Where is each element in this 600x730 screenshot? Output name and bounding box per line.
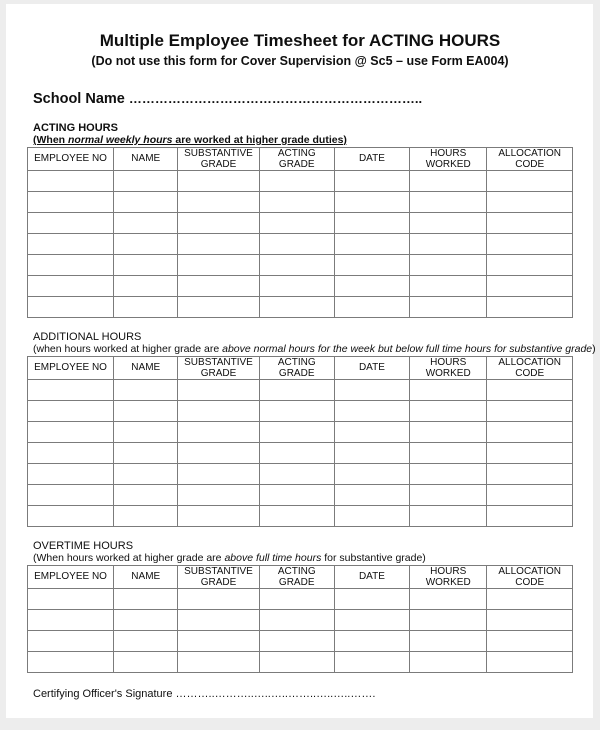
empty-cell	[334, 212, 409, 233]
empty-cell	[334, 170, 409, 191]
table-row	[28, 484, 573, 505]
empty-cell	[410, 212, 487, 233]
empty-cell	[259, 421, 334, 442]
empty-cell	[178, 442, 259, 463]
column-header: EMPLOYEE NO	[28, 147, 114, 170]
empty-cell	[487, 421, 573, 442]
empty-cell	[410, 484, 487, 505]
section-overtime-hours	[27, 540, 573, 673]
empty-cell	[410, 421, 487, 442]
empty-cell	[178, 484, 259, 505]
empty-cell	[487, 609, 573, 630]
note-italic: normal weekly hours	[68, 133, 173, 146]
empty-cell	[259, 296, 334, 317]
table-row	[28, 505, 573, 526]
table-row	[28, 254, 573, 275]
empty-cell	[487, 588, 573, 609]
empty-cell	[259, 212, 334, 233]
table-row	[28, 170, 573, 191]
empty-cell	[410, 630, 487, 651]
empty-cell	[259, 400, 334, 421]
empty-cell	[410, 400, 487, 421]
empty-cell	[114, 191, 178, 212]
empty-cell	[114, 651, 178, 672]
empty-cell	[178, 421, 259, 442]
table-row	[28, 463, 573, 484]
empty-cell	[28, 609, 114, 630]
table-row	[28, 275, 573, 296]
table-row	[28, 212, 573, 233]
empty-cell	[28, 484, 114, 505]
empty-cell	[178, 505, 259, 526]
empty-cell	[487, 275, 573, 296]
empty-cell	[259, 484, 334, 505]
empty-cell	[259, 588, 334, 609]
empty-cell	[410, 275, 487, 296]
column-header: ACTING GRADE	[259, 565, 334, 588]
note-prefix: (When hours worked at higher grade are	[33, 551, 225, 564]
certifying-signature-fill-line: ………..………..…..…..……..…..…..…….	[175, 687, 376, 700]
note-italic: above full time hours	[224, 551, 322, 564]
column-header: NAME	[114, 147, 178, 170]
additional-hours-table	[27, 356, 573, 527]
page-title: Multiple Employee Timesheet for ACTING HOURS	[99, 31, 501, 50]
empty-cell	[178, 379, 259, 400]
empty-cell	[114, 233, 178, 254]
empty-cell	[114, 630, 178, 651]
section-additional-hours	[27, 330, 596, 527]
empty-cell	[178, 212, 259, 233]
column-header: DATE	[334, 356, 409, 379]
empty-cell	[259, 191, 334, 212]
header-row	[28, 356, 573, 379]
empty-cell	[178, 400, 259, 421]
empty-cell	[487, 254, 573, 275]
empty-cell	[259, 254, 334, 275]
empty-cell	[114, 442, 178, 463]
empty-cell	[487, 296, 573, 317]
note-suffix: are worked at higher grade duties)	[172, 133, 347, 146]
empty-cell	[334, 463, 409, 484]
empty-cell	[487, 400, 573, 421]
empty-cell	[334, 379, 409, 400]
empty-cell	[410, 505, 487, 526]
empty-cell	[114, 484, 178, 505]
section-acting-hours	[27, 122, 573, 318]
empty-cell	[334, 254, 409, 275]
empty-cell	[259, 442, 334, 463]
empty-cell	[28, 588, 114, 609]
empty-cell	[114, 505, 178, 526]
empty-cell	[178, 463, 259, 484]
column-header: ALLOCATION CODE	[487, 356, 573, 379]
empty-cell	[410, 254, 487, 275]
empty-cell	[28, 191, 114, 212]
column-header: SUBSTANTIVE GRADE	[178, 356, 259, 379]
table-row	[28, 379, 573, 400]
empty-cell	[334, 630, 409, 651]
page-subtitle: (Do not use this form for Cover Supervision @ Sc5 – use Form EA004)	[91, 53, 509, 68]
table-row	[28, 400, 573, 421]
empty-cell	[487, 463, 573, 484]
table-row	[28, 651, 573, 672]
empty-cell	[28, 442, 114, 463]
column-header: NAME	[114, 565, 178, 588]
empty-cell	[28, 212, 114, 233]
empty-cell	[487, 191, 573, 212]
empty-cell	[334, 191, 409, 212]
empty-cell	[487, 233, 573, 254]
empty-cell	[114, 379, 178, 400]
section-heading: OVERTIME HOURS	[33, 539, 134, 552]
empty-cell	[178, 191, 259, 212]
empty-cell	[114, 296, 178, 317]
section-note	[33, 552, 573, 564]
empty-cell	[334, 442, 409, 463]
empty-cell	[259, 463, 334, 484]
empty-cell	[410, 651, 487, 672]
note-prefix: (When	[33, 133, 68, 146]
certifying-signature-row	[33, 688, 573, 700]
empty-cell	[28, 630, 114, 651]
empty-cell	[410, 170, 487, 191]
section-heading: ADDITIONAL HOURS	[33, 330, 142, 343]
empty-cell	[410, 463, 487, 484]
column-header: EMPLOYEE NO	[28, 356, 114, 379]
school-name-row	[33, 91, 573, 107]
note-suffix: )	[592, 342, 596, 355]
column-header: HOURS WORKED	[410, 147, 487, 170]
empty-cell	[28, 275, 114, 296]
empty-cell	[487, 442, 573, 463]
note-suffix: for substantive grade)	[321, 551, 426, 564]
empty-cell	[114, 588, 178, 609]
empty-cell	[334, 609, 409, 630]
empty-cell	[28, 651, 114, 672]
empty-cell	[487, 379, 573, 400]
empty-cell	[259, 275, 334, 296]
empty-cell	[487, 484, 573, 505]
certifying-signature-label: Certifying Officer's Signature	[33, 687, 173, 700]
empty-cell	[114, 275, 178, 296]
empty-cell	[334, 296, 409, 317]
school-name-fill-line: …………………………………………………………..	[128, 90, 423, 106]
empty-cell	[178, 170, 259, 191]
empty-cell	[259, 170, 334, 191]
table-row	[28, 630, 573, 651]
note-italic: above normal hours for the week but below full time hours for substantive grade	[222, 342, 593, 355]
empty-cell	[410, 191, 487, 212]
empty-cell	[410, 296, 487, 317]
empty-cell	[114, 609, 178, 630]
empty-cell	[259, 609, 334, 630]
table-row	[28, 609, 573, 630]
column-header: EMPLOYEE NO	[28, 565, 114, 588]
header-row	[28, 565, 573, 588]
empty-cell	[334, 275, 409, 296]
table-row	[28, 442, 573, 463]
empty-cell	[410, 588, 487, 609]
empty-cell	[28, 170, 114, 191]
column-header: SUBSTANTIVE GRADE	[178, 565, 259, 588]
empty-cell	[334, 484, 409, 505]
column-header: HOURS WORKED	[410, 565, 487, 588]
empty-cell	[114, 421, 178, 442]
section-note	[33, 342, 596, 355]
table-row	[28, 191, 573, 212]
empty-cell	[28, 233, 114, 254]
empty-cell	[178, 630, 259, 651]
empty-cell	[114, 400, 178, 421]
empty-cell	[28, 296, 114, 317]
acting-hours-table	[27, 147, 573, 318]
empty-cell	[410, 379, 487, 400]
section-heading: ACTING HOURS	[33, 121, 118, 134]
empty-cell	[178, 609, 259, 630]
empty-cell	[334, 651, 409, 672]
column-header: HOURS WORKED	[410, 356, 487, 379]
school-name-label: School Name	[33, 90, 125, 107]
form-page	[6, 4, 596, 718]
empty-cell	[28, 421, 114, 442]
empty-cell	[487, 505, 573, 526]
empty-cell	[259, 651, 334, 672]
empty-cell	[487, 651, 573, 672]
empty-cell	[487, 630, 573, 651]
empty-cell	[178, 275, 259, 296]
note-prefix: (when hours worked at higher grade are	[33, 342, 223, 355]
empty-cell	[410, 442, 487, 463]
column-header: ALLOCATION CODE	[487, 565, 573, 588]
empty-cell	[334, 233, 409, 254]
column-header: DATE	[334, 565, 409, 588]
empty-cell	[259, 630, 334, 651]
column-header: ALLOCATION CODE	[487, 147, 573, 170]
overtime-hours-table	[27, 565, 573, 673]
empty-cell	[334, 421, 409, 442]
empty-cell	[334, 400, 409, 421]
empty-cell	[410, 609, 487, 630]
empty-cell	[487, 170, 573, 191]
empty-cell	[259, 233, 334, 254]
empty-cell	[334, 505, 409, 526]
column-header: ACTING GRADE	[259, 356, 334, 379]
column-header: NAME	[114, 356, 178, 379]
empty-cell	[114, 170, 178, 191]
empty-cell	[334, 588, 409, 609]
table-row	[28, 296, 573, 317]
empty-cell	[28, 463, 114, 484]
empty-cell	[178, 296, 259, 317]
empty-cell	[114, 463, 178, 484]
header-row	[28, 147, 573, 170]
empty-cell	[114, 212, 178, 233]
empty-cell	[410, 233, 487, 254]
empty-cell	[114, 254, 178, 275]
empty-cell	[28, 254, 114, 275]
section-note	[33, 134, 573, 146]
column-header: DATE	[334, 147, 409, 170]
empty-cell	[28, 379, 114, 400]
column-header: SUBSTANTIVE GRADE	[178, 147, 259, 170]
empty-cell	[178, 651, 259, 672]
empty-cell	[178, 588, 259, 609]
empty-cell	[259, 505, 334, 526]
empty-cell	[178, 254, 259, 275]
table-row	[28, 233, 573, 254]
empty-cell	[28, 400, 114, 421]
empty-cell	[28, 505, 114, 526]
table-row	[28, 588, 573, 609]
empty-cell	[259, 379, 334, 400]
table-row	[28, 421, 573, 442]
column-header: ACTING GRADE	[259, 147, 334, 170]
empty-cell	[487, 212, 573, 233]
empty-cell	[178, 233, 259, 254]
